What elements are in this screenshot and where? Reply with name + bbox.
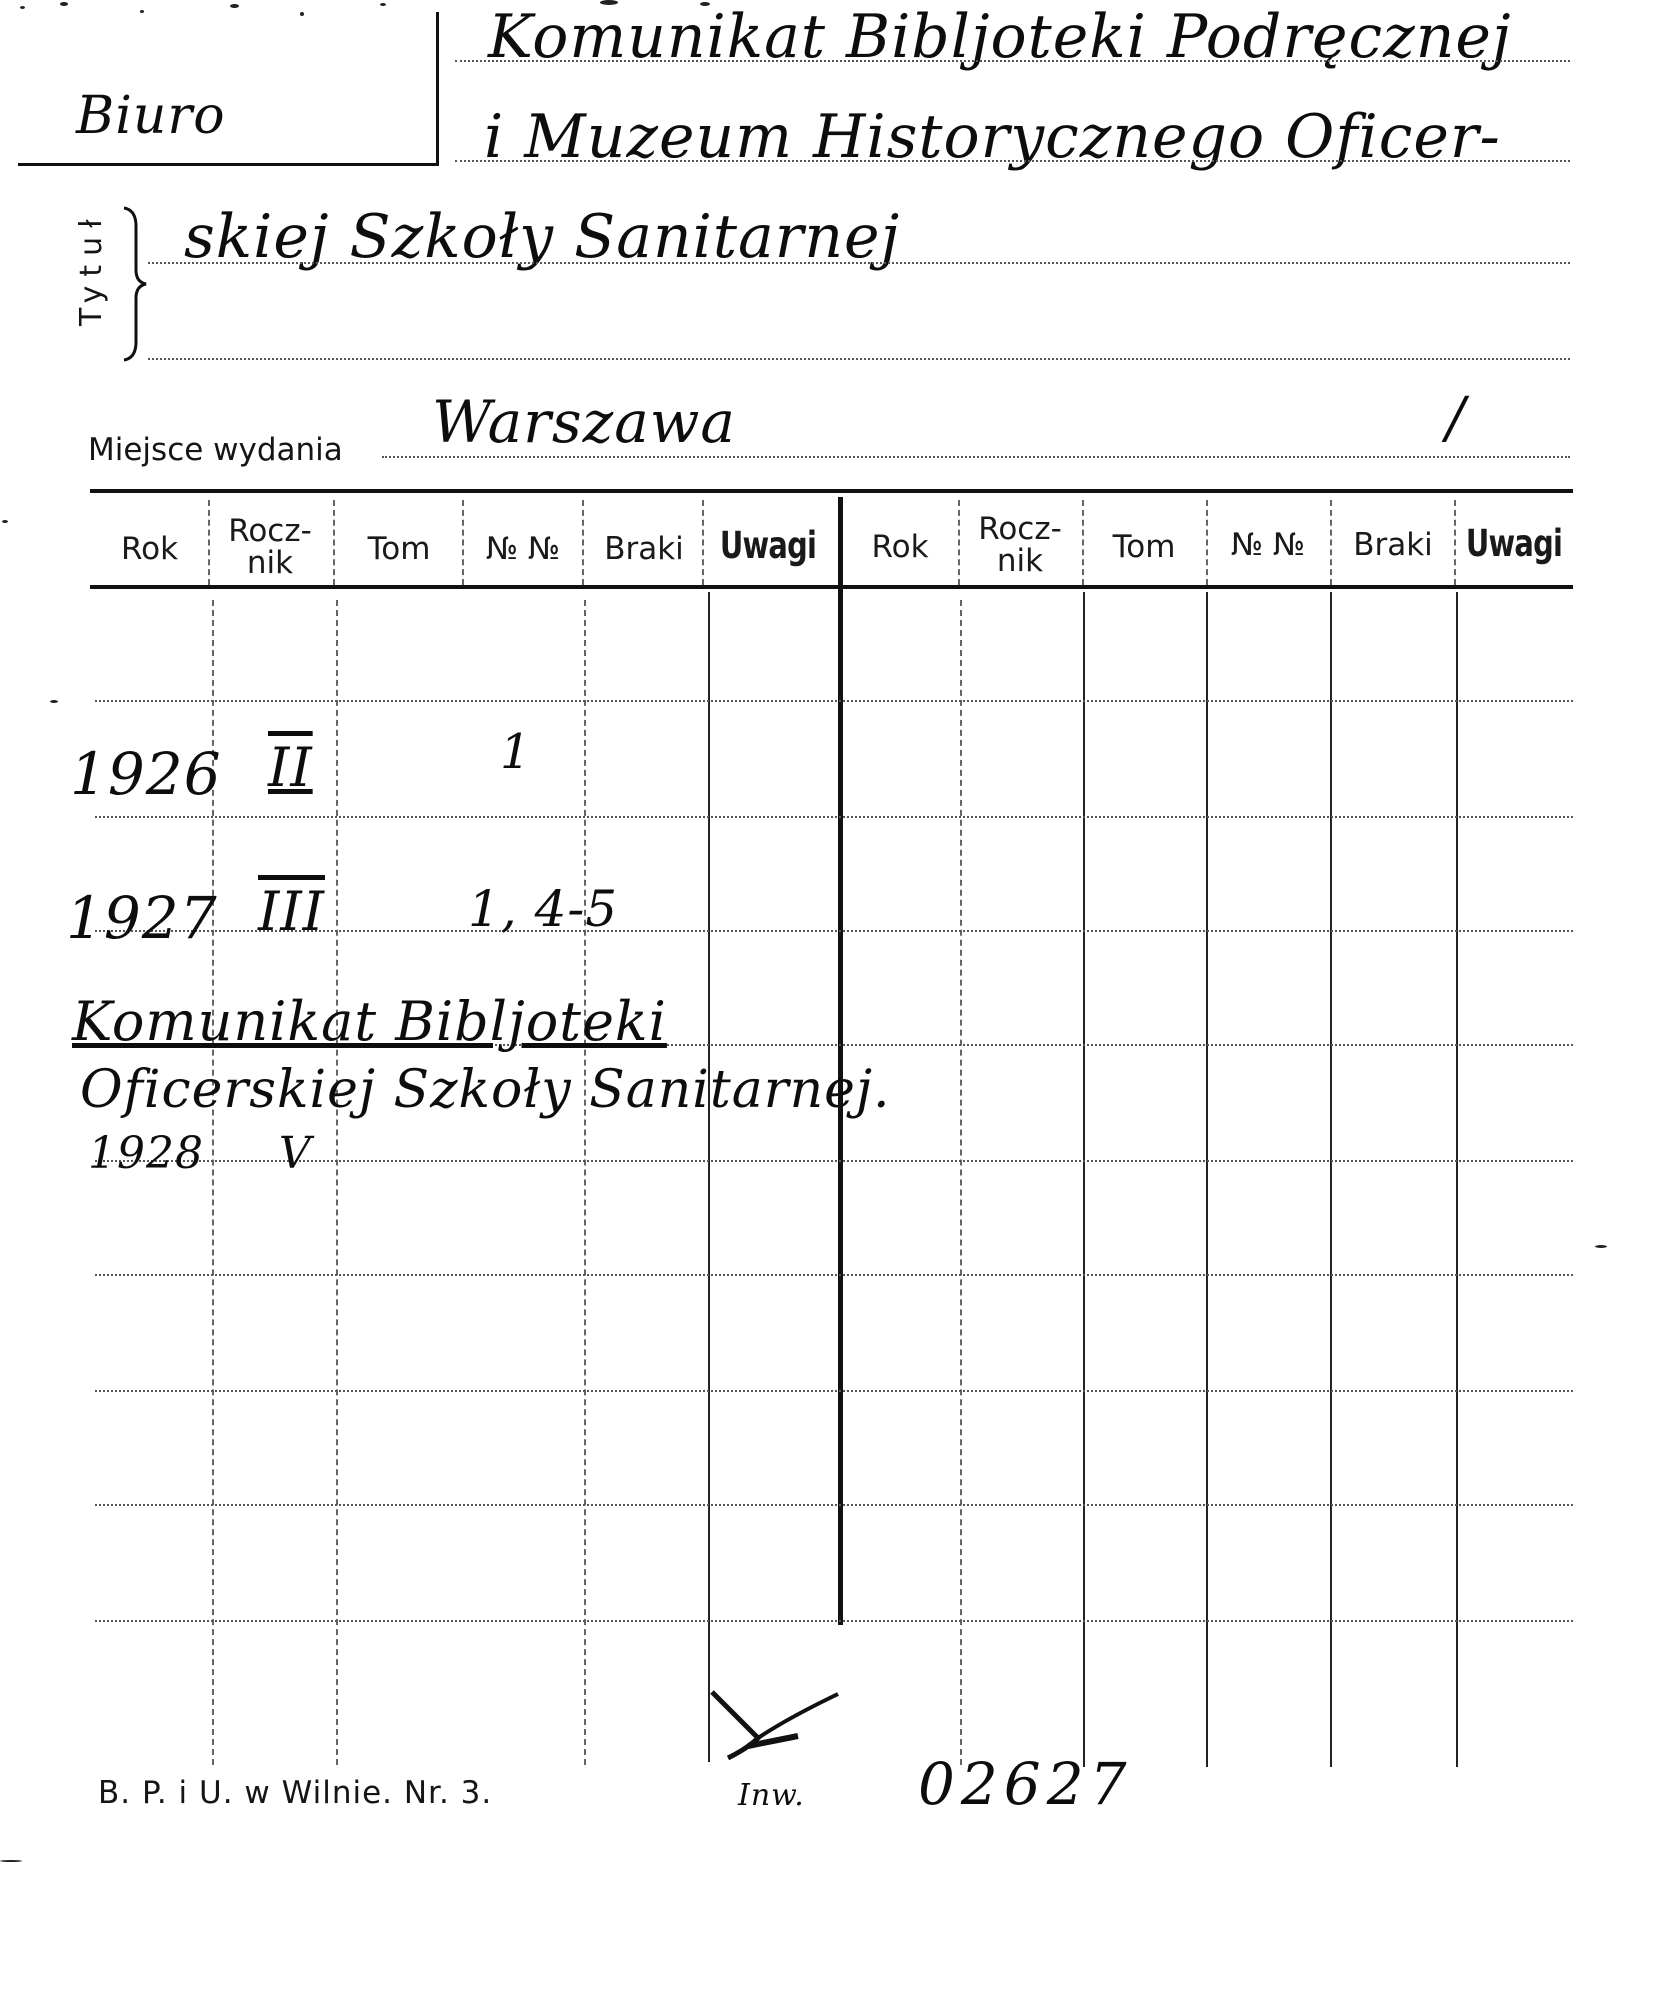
header-sep-9 bbox=[1330, 500, 1332, 585]
footer-imprint: B. P. i U. w Wilnie. Nr. 3. bbox=[98, 1775, 493, 1811]
header-sep-8 bbox=[1206, 500, 1208, 585]
col-header-rok-left: Rok bbox=[120, 531, 179, 567]
title-vertical-label: Tytuł bbox=[74, 210, 109, 326]
place-mark: / bbox=[1446, 386, 1466, 451]
row-rule-5 bbox=[95, 1160, 1573, 1162]
biuro-box-right bbox=[436, 12, 439, 166]
col-header-braki-left: Braki bbox=[604, 531, 684, 567]
note-line-3: 1928 V bbox=[88, 1128, 312, 1179]
row-rule-8 bbox=[95, 1504, 1573, 1506]
header-sep-4 bbox=[582, 500, 584, 585]
note-line-1: Komunikat Bibljoteki bbox=[72, 990, 667, 1053]
checkmark-stamp-icon bbox=[708, 1688, 848, 1778]
body-sep-7 bbox=[1206, 592, 1208, 1767]
header-sep-10 bbox=[1454, 500, 1456, 585]
col-header-rocznik-left: Rocz- nik bbox=[228, 513, 312, 581]
header-sep-3 bbox=[462, 500, 464, 585]
row-1927-rok: 1927 bbox=[66, 884, 218, 952]
body-sep-6 bbox=[1083, 592, 1085, 1767]
row-1926-rok: 1926 bbox=[70, 740, 222, 808]
table-top-rule bbox=[90, 489, 1573, 493]
table-header-bottom-rule bbox=[90, 585, 1573, 589]
col-header-tom-right: Tom bbox=[1112, 529, 1176, 565]
body-sep-3 bbox=[584, 600, 586, 1765]
header-sep-7 bbox=[1082, 500, 1084, 585]
row-rule-6 bbox=[95, 1274, 1573, 1276]
body-sep-9 bbox=[1456, 592, 1458, 1767]
col-header-numery-left: № № bbox=[485, 531, 561, 567]
biuro-box-bottom bbox=[18, 163, 438, 166]
col-header-uwagi-right: Uwagi bbox=[1465, 522, 1563, 565]
header-sep-1 bbox=[208, 500, 210, 585]
col-header-tom-left: Tom bbox=[367, 531, 431, 567]
title-line-4-dots bbox=[148, 358, 1570, 360]
body-sep-8 bbox=[1330, 592, 1332, 1767]
title-line-2-dots bbox=[455, 160, 1570, 162]
row-1927-rocznik: $\overline{III}$ bbox=[258, 880, 325, 943]
place-dots bbox=[382, 456, 1570, 458]
body-sep-5 bbox=[960, 600, 962, 1765]
row-rule-7 bbox=[95, 1390, 1573, 1392]
inventory-prefix: Inw. bbox=[738, 1778, 805, 1813]
row-1927-numery: 1, 4-5 bbox=[468, 880, 619, 938]
title-line-1: Komunikat Bibljoteki Podręcznej bbox=[488, 2, 1512, 72]
place-value: Warszawa bbox=[432, 388, 737, 456]
col-header-braki-right: Braki bbox=[1353, 527, 1433, 563]
title-line-2: i Muzeum Historycznego Oficer- bbox=[484, 102, 1501, 172]
header-sep-5 bbox=[702, 500, 704, 585]
row-1926-numery: 1 bbox=[500, 724, 532, 780]
title-line-3: skiej Szkoły Sanitarnej bbox=[184, 202, 901, 272]
header-sep-2 bbox=[333, 500, 335, 585]
col-header-rocznik-right: Rocz- nik bbox=[978, 511, 1062, 579]
office-label: Biuro bbox=[76, 86, 226, 146]
header-sep-6 bbox=[958, 500, 960, 585]
title-line-1-dots bbox=[455, 60, 1570, 62]
row-1926-rocznik: II bbox=[268, 736, 313, 799]
place-label: Miejsce wydania bbox=[88, 432, 343, 468]
inventory-number: 02627 bbox=[918, 1750, 1133, 1818]
col-header-uwagi-left: Uwagi bbox=[719, 524, 817, 567]
row-rule-1 bbox=[95, 700, 1573, 702]
col-header-rok-right: Rok bbox=[871, 529, 929, 565]
title-brace bbox=[118, 206, 148, 362]
body-sep-4 bbox=[708, 592, 710, 1762]
row-rule-9 bbox=[95, 1620, 1573, 1622]
title-line-3-dots bbox=[148, 262, 1570, 264]
body-sep-2 bbox=[336, 600, 338, 1765]
col-header-numery-right: № № bbox=[1230, 527, 1306, 563]
row-rule-2 bbox=[95, 816, 1573, 818]
note-line-2: Oficerskiej Szkoły Sanitarnej. bbox=[80, 1060, 891, 1120]
